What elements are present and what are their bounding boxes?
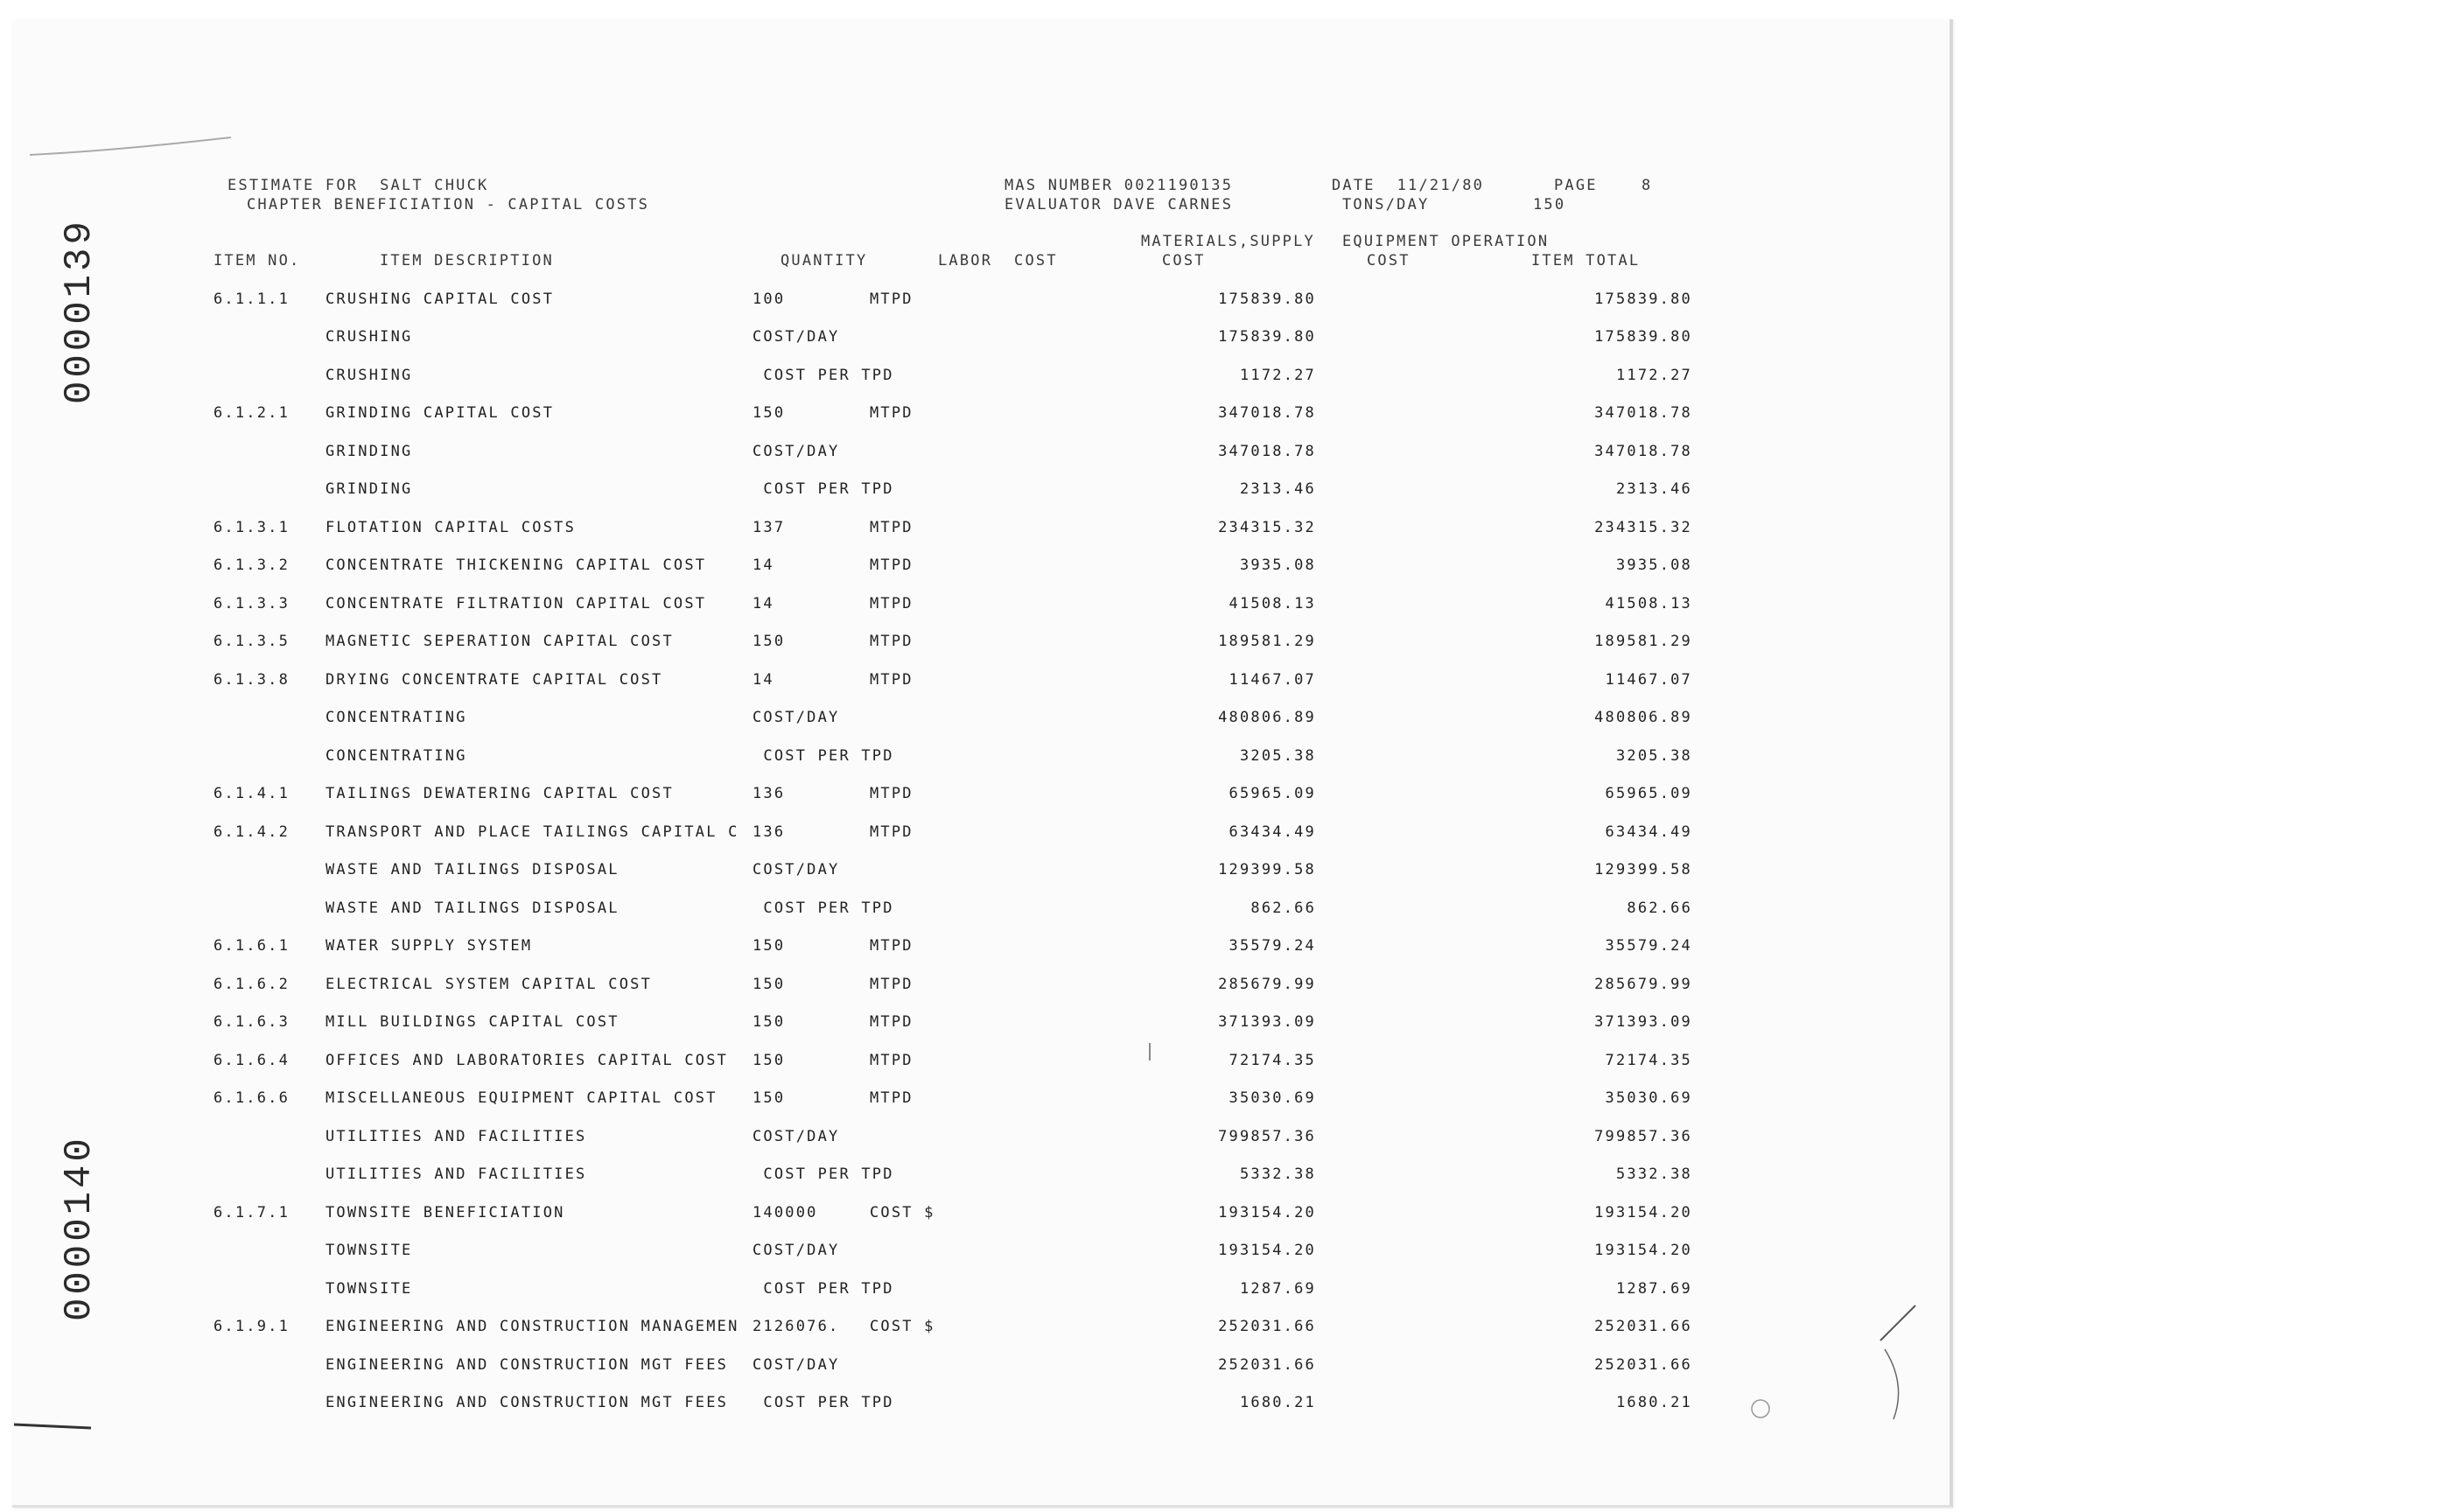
item-description: UTILITIES AND FACILITIES bbox=[326, 1166, 587, 1183]
item-description: CONCENTRATING bbox=[326, 747, 467, 765]
item-total: 1172.27 bbox=[1615, 367, 1692, 384]
col-labor-cost: LABOR COST bbox=[938, 252, 1058, 270]
item-total: 11467.07 bbox=[1605, 671, 1692, 689]
quantity: COST/DAY bbox=[752, 1128, 840, 1145]
materials-cost: 480806.89 bbox=[1218, 709, 1316, 726]
table-row bbox=[12, 976, 1950, 995]
quantity: COST/DAY bbox=[752, 443, 840, 460]
item-total: 193154.20 bbox=[1594, 1204, 1692, 1222]
quantity: 14 bbox=[752, 671, 774, 689]
page-number: 8 bbox=[1642, 177, 1653, 194]
quantity: COST/DAY bbox=[752, 328, 840, 346]
item-total: 3205.38 bbox=[1615, 747, 1692, 765]
report-date: DATE 11/21/80 bbox=[1332, 177, 1485, 194]
item-description: GRINDING bbox=[326, 443, 413, 460]
table-row bbox=[12, 443, 1950, 462]
item-no: 6.1.4.1 bbox=[214, 785, 290, 802]
table-row bbox=[12, 1013, 1950, 1032]
unit: MTPD bbox=[870, 937, 914, 955]
table-row bbox=[12, 861, 1950, 880]
item-total: 175839.80 bbox=[1594, 290, 1692, 308]
col-item-description: ITEM DESCRIPTION bbox=[380, 252, 554, 270]
item-description: GRINDING CAPITAL COST bbox=[326, 404, 555, 422]
item-description: CRUSHING CAPITAL COST bbox=[326, 290, 555, 308]
item-total: 252031.66 bbox=[1594, 1318, 1692, 1335]
quantity: 2126076. bbox=[752, 1318, 840, 1335]
item-total: 65965.09 bbox=[1605, 785, 1692, 802]
materials-cost: 1172.27 bbox=[1239, 367, 1316, 384]
item-total: 371393.09 bbox=[1594, 1013, 1692, 1031]
materials-cost: 193154.20 bbox=[1218, 1204, 1316, 1222]
margin-stamp-top: 0000139 bbox=[58, 218, 102, 404]
materials-cost: 11467.07 bbox=[1228, 671, 1316, 689]
materials-cost: 3205.38 bbox=[1239, 747, 1316, 765]
estimate-for: ESTIMATE FOR SALT CHUCK bbox=[228, 177, 489, 194]
materials-cost: 1287.69 bbox=[1239, 1280, 1316, 1298]
item-description: MISCELLANEOUS EQUIPMENT CAPITAL COST bbox=[326, 1089, 718, 1107]
table-row bbox=[12, 480, 1950, 500]
table-row bbox=[12, 823, 1950, 843]
materials-cost: 5332.38 bbox=[1239, 1166, 1316, 1183]
quantity: COST/DAY bbox=[752, 1242, 840, 1259]
item-description: DRYING CONCENTRATE CAPITAL COST bbox=[326, 671, 663, 689]
item-no: 6.1.6.4 bbox=[214, 1052, 290, 1069]
table-row bbox=[12, 556, 1950, 576]
item-total: 5332.38 bbox=[1615, 1166, 1692, 1183]
quantity: 150 bbox=[752, 404, 786, 422]
item-description: GRINDING bbox=[326, 480, 413, 498]
item-no: 6.1.1.1 bbox=[214, 290, 290, 308]
materials-cost: 193154.20 bbox=[1218, 1242, 1316, 1259]
item-description: WASTE AND TAILINGS DISPOSAL bbox=[326, 900, 620, 917]
col-materials-line1: MATERIALS,SUPPLY bbox=[1141, 233, 1315, 250]
table-row bbox=[12, 1356, 1950, 1376]
table-row bbox=[12, 747, 1950, 766]
item-total: 234315.32 bbox=[1594, 519, 1692, 536]
item-total: 35579.24 bbox=[1605, 937, 1692, 955]
item-description: CONCENTRATE THICKENING CAPITAL COST bbox=[326, 556, 707, 574]
item-total: 2313.46 bbox=[1615, 480, 1692, 498]
quantity: COST PER TPD bbox=[752, 1394, 894, 1411]
quantity: 136 bbox=[752, 823, 786, 841]
item-no: 6.1.4.2 bbox=[214, 823, 290, 841]
item-description: TRANSPORT AND PLACE TAILINGS CAPITAL C bbox=[326, 823, 739, 841]
materials-cost: 175839.80 bbox=[1218, 328, 1316, 346]
materials-cost: 799857.36 bbox=[1218, 1128, 1316, 1145]
document-page bbox=[12, 19, 1953, 1508]
item-total: 3935.08 bbox=[1615, 556, 1692, 574]
item-description: ENGINEERING AND CONSTRUCTION MGT FEES bbox=[326, 1394, 729, 1411]
margin-stamp-bottom: 0000140 bbox=[58, 1135, 102, 1321]
table-row bbox=[12, 595, 1950, 614]
unit: COST $ bbox=[870, 1318, 935, 1335]
item-total: 175839.80 bbox=[1594, 328, 1692, 346]
materials-cost: 175839.80 bbox=[1218, 290, 1316, 308]
item-no: 6.1.3.1 bbox=[214, 519, 290, 536]
quantity: COST PER TPD bbox=[752, 1166, 894, 1183]
unit: MTPD bbox=[870, 785, 914, 802]
quantity: COST/DAY bbox=[752, 1356, 840, 1374]
item-description: WATER SUPPLY SYSTEM bbox=[326, 937, 533, 955]
table-row bbox=[12, 1052, 1950, 1071]
item-no: 6.1.9.1 bbox=[214, 1318, 290, 1335]
materials-cost: 63434.49 bbox=[1228, 823, 1316, 841]
tons-per-day-value: 150 bbox=[1533, 196, 1566, 214]
item-total: 799857.36 bbox=[1594, 1128, 1692, 1145]
item-total: 347018.78 bbox=[1594, 404, 1692, 422]
item-no: 6.1.6.1 bbox=[214, 937, 290, 955]
item-description: TOWNSITE BENEFICIATION bbox=[326, 1204, 565, 1222]
item-no: 6.1.3.3 bbox=[214, 595, 290, 612]
item-description: CONCENTRATING bbox=[326, 709, 467, 726]
page-label: PAGE bbox=[1554, 177, 1598, 194]
item-total: 1287.69 bbox=[1615, 1280, 1692, 1298]
table-row bbox=[12, 1280, 1950, 1299]
unit: MTPD bbox=[870, 1052, 914, 1069]
item-total: 193154.20 bbox=[1594, 1242, 1692, 1259]
col-quantity: QUANTITY bbox=[780, 252, 868, 270]
quantity: 150 bbox=[752, 976, 786, 993]
materials-cost: 3935.08 bbox=[1239, 556, 1316, 574]
table-row bbox=[12, 328, 1950, 347]
quantity: 150 bbox=[752, 937, 786, 955]
item-total: 72174.35 bbox=[1605, 1052, 1692, 1069]
item-description: CONCENTRATE FILTRATION CAPITAL COST bbox=[326, 595, 707, 612]
unit: MTPD bbox=[870, 976, 914, 993]
col-equipment-line2: COST bbox=[1367, 252, 1410, 270]
quantity: 136 bbox=[752, 785, 786, 802]
quantity: 137 bbox=[752, 519, 786, 536]
table-row bbox=[12, 1166, 1950, 1185]
materials-cost: 252031.66 bbox=[1218, 1318, 1316, 1335]
quantity: COST PER TPD bbox=[752, 747, 894, 765]
item-total: 285679.99 bbox=[1594, 976, 1692, 993]
quantity: COST PER TPD bbox=[752, 480, 894, 498]
unit: MTPD bbox=[870, 633, 914, 650]
table-row bbox=[12, 1128, 1950, 1147]
quantity: 14 bbox=[752, 556, 774, 574]
item-total: 41508.13 bbox=[1605, 595, 1692, 612]
unit: MTPD bbox=[870, 671, 914, 689]
quantity: COST/DAY bbox=[752, 861, 840, 878]
materials-cost: 41508.13 bbox=[1228, 595, 1316, 612]
table-row bbox=[12, 1394, 1950, 1413]
table-row bbox=[12, 785, 1950, 804]
quantity: COST PER TPD bbox=[752, 1280, 894, 1298]
item-description: MAGNETIC SEPERATION CAPITAL COST bbox=[326, 633, 674, 650]
unit: MTPD bbox=[870, 556, 914, 574]
quantity: 14 bbox=[752, 595, 774, 612]
table-row bbox=[12, 1318, 1950, 1337]
quantity: COST PER TPD bbox=[752, 900, 894, 917]
materials-cost: 371393.09 bbox=[1218, 1013, 1316, 1031]
item-total: 347018.78 bbox=[1594, 443, 1692, 460]
quantity: 100 bbox=[752, 290, 786, 308]
unit: MTPD bbox=[870, 290, 914, 308]
item-description: CRUSHING bbox=[326, 367, 413, 384]
materials-cost: 347018.78 bbox=[1218, 404, 1316, 422]
item-total: 862.66 bbox=[1627, 900, 1692, 917]
item-description: ELECTRICAL SYSTEM CAPITAL COST bbox=[326, 976, 653, 993]
item-description: ENGINEERING AND CONSTRUCTION MGT FEES bbox=[326, 1356, 729, 1374]
unit: MTPD bbox=[870, 595, 914, 612]
item-total: 129399.58 bbox=[1594, 861, 1692, 878]
item-no: 6.1.3.8 bbox=[214, 671, 290, 689]
table-row bbox=[12, 1089, 1950, 1109]
materials-cost: 129399.58 bbox=[1218, 861, 1316, 878]
materials-cost: 65965.09 bbox=[1228, 785, 1316, 802]
item-description: CRUSHING bbox=[326, 328, 413, 346]
materials-cost: 72174.35 bbox=[1228, 1052, 1316, 1069]
quantity: 150 bbox=[752, 633, 786, 650]
item-total: 480806.89 bbox=[1594, 709, 1692, 726]
materials-cost: 347018.78 bbox=[1218, 443, 1316, 460]
table-row bbox=[12, 367, 1950, 386]
item-no: 6.1.3.2 bbox=[214, 556, 290, 574]
col-item-no: ITEM NO. bbox=[214, 252, 301, 270]
item-no: 6.1.3.5 bbox=[214, 633, 290, 650]
materials-cost: 285679.99 bbox=[1218, 976, 1316, 993]
table-row bbox=[12, 900, 1950, 919]
table-row bbox=[12, 671, 1950, 690]
quantity: COST/DAY bbox=[752, 709, 840, 726]
unit: COST $ bbox=[870, 1204, 935, 1222]
mas-number: MAS NUMBER 0021190135 bbox=[1004, 177, 1234, 194]
item-total: 189581.29 bbox=[1594, 633, 1692, 650]
item-description: WASTE AND TAILINGS DISPOSAL bbox=[326, 861, 620, 878]
item-description: UTILITIES AND FACILITIES bbox=[326, 1128, 587, 1145]
materials-cost: 1680.21 bbox=[1239, 1394, 1316, 1411]
col-equipment-line1: EQUIPMENT OPERATION bbox=[1342, 233, 1550, 250]
table-row bbox=[12, 709, 1950, 728]
item-no: 6.1.7.1 bbox=[214, 1204, 290, 1222]
item-no: 6.1.2.1 bbox=[214, 404, 290, 422]
table-row bbox=[12, 290, 1950, 310]
materials-cost: 2313.46 bbox=[1239, 480, 1316, 498]
unit: MTPD bbox=[870, 519, 914, 536]
item-description: MILL BUILDINGS CAPITAL COST bbox=[326, 1013, 620, 1031]
materials-cost: 189581.29 bbox=[1218, 633, 1316, 650]
item-description: ENGINEERING AND CONSTRUCTION MANAGEMEN bbox=[326, 1318, 739, 1335]
item-description: TOWNSITE bbox=[326, 1242, 413, 1259]
materials-cost: 35030.69 bbox=[1228, 1089, 1316, 1107]
quantity: COST PER TPD bbox=[752, 367, 894, 384]
item-no: 6.1.6.2 bbox=[214, 976, 290, 993]
item-total: 35030.69 bbox=[1605, 1089, 1692, 1107]
table-row bbox=[12, 404, 1950, 424]
chapter-title: CHAPTER BENEFICIATION - CAPITAL COSTS bbox=[247, 196, 650, 214]
quantity: 140000 bbox=[752, 1204, 818, 1222]
materials-cost: 252031.66 bbox=[1218, 1356, 1316, 1374]
item-description: TOWNSITE bbox=[326, 1280, 413, 1298]
table-row bbox=[12, 519, 1950, 538]
col-materials-line2: COST bbox=[1162, 252, 1206, 270]
item-description: OFFICES AND LABORATORIES CAPITAL COST bbox=[326, 1052, 729, 1069]
materials-cost: 234315.32 bbox=[1218, 519, 1316, 536]
col-item-total: ITEM TOTAL bbox=[1531, 252, 1641, 270]
item-total: 63434.49 bbox=[1605, 823, 1692, 841]
unit: MTPD bbox=[870, 1089, 914, 1107]
item-total: 1680.21 bbox=[1615, 1394, 1692, 1411]
unit: MTPD bbox=[870, 823, 914, 841]
table-row bbox=[12, 633, 1950, 652]
table-row bbox=[12, 1242, 1950, 1261]
evaluator: EVALUATOR DAVE CARNES bbox=[1004, 196, 1234, 214]
item-no: 6.1.6.6 bbox=[214, 1089, 290, 1107]
item-description: TAILINGS DEWATERING CAPITAL COST bbox=[326, 785, 674, 802]
materials-cost: 35579.24 bbox=[1228, 937, 1316, 955]
quantity: 150 bbox=[752, 1089, 786, 1107]
quantity: 150 bbox=[752, 1052, 786, 1069]
table-row bbox=[12, 937, 1950, 956]
quantity: 150 bbox=[752, 1013, 786, 1031]
tons-per-day-label: TONS/DAY bbox=[1342, 196, 1430, 214]
unit: MTPD bbox=[870, 404, 914, 422]
item-description: FLOTATION CAPITAL COSTS bbox=[326, 519, 577, 536]
item-total: 252031.66 bbox=[1594, 1356, 1692, 1374]
table-row bbox=[12, 1204, 1950, 1223]
materials-cost: 862.66 bbox=[1250, 900, 1316, 917]
item-no: 6.1.6.3 bbox=[214, 1013, 290, 1031]
unit: MTPD bbox=[870, 1013, 914, 1031]
